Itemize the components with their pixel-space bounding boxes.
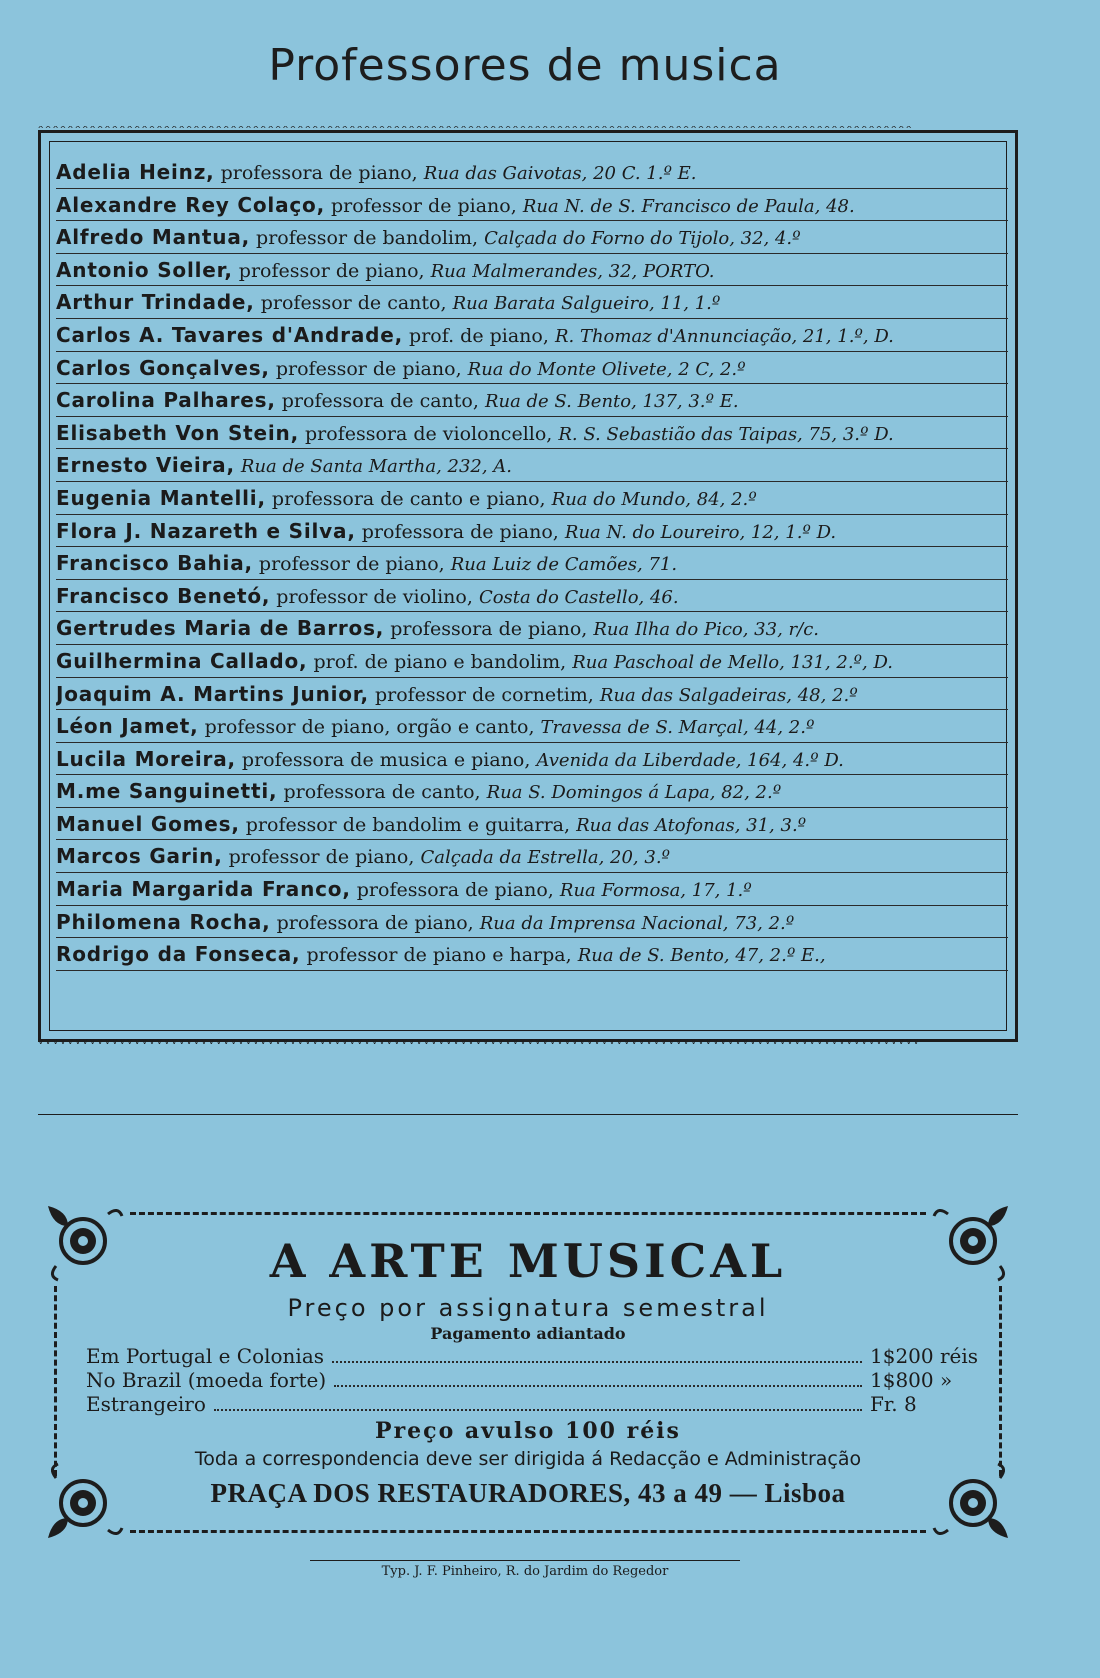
teacher-profession: professor de piano,	[232, 259, 431, 282]
list-bottom-ornament: vvvvvvvvvvvvvvvvvvvvvvvvvvvvvvvvvvvvvvvvvvvvvvvvvvvvvvvvvvvvvvvvvvvvvvvvvvvvvvvvvvvvvvvvvvvvvvvvvvvvvvvvvvvvvvvvvvvvvvv	[38, 1038, 921, 1046]
list-item	[56, 547, 1008, 580]
teacher-name: Carolina Palhares,	[56, 388, 276, 413]
teacher-address: Travessa de S. Marçal, 44, 2.º	[540, 717, 815, 739]
dot-leader	[332, 1347, 862, 1363]
section-divider	[38, 1114, 1018, 1115]
list-item	[56, 254, 1008, 287]
single-issue-price: Preço avulso 100 réis	[375, 1418, 681, 1444]
teacher-name: Flora J. Nazareth e Silva,	[56, 518, 356, 543]
teacher-address: Rua do Monte Olivete, 2 C, 2.º	[467, 358, 746, 380]
list-item	[56, 710, 1008, 743]
teacher-profession: professor de canto,	[254, 292, 453, 315]
price-value: 1$800 »	[870, 1368, 953, 1392]
list-item	[56, 189, 1008, 222]
teacher-profession: professor de piano,	[269, 357, 468, 380]
price-label: No Brazil (moeda forte)	[86, 1368, 327, 1392]
teacher-profession: professor de piano e harpa,	[300, 944, 578, 967]
list-item	[56, 417, 1008, 450]
list-item	[56, 840, 1008, 873]
price-value: 1$200 réis	[870, 1344, 979, 1368]
teacher-address: Rua das Gaivotas, 20 C. 1.º E.	[423, 163, 697, 184]
subscription-advert	[38, 1196, 1018, 1548]
price-row	[86, 1392, 988, 1416]
teacher-address: Rua Barata Salgueiro, 11, 1.º	[452, 293, 721, 315]
teacher-name: Alfredo Mantua,	[56, 225, 251, 250]
teacher-profession: professor de violino,	[270, 585, 479, 608]
advert-border-bottom	[130, 1530, 926, 1536]
teacher-profession: professora de piano,	[270, 911, 480, 934]
list-item	[56, 286, 1008, 319]
list-item	[56, 580, 1008, 613]
teacher-profession: professor de piano,	[222, 846, 421, 869]
teacher-name: Guilhermina Callado,	[56, 648, 308, 673]
teacher-profession: professora de canto,	[275, 390, 485, 413]
list-item	[56, 156, 1008, 189]
list-item	[56, 808, 1008, 841]
teacher-name: Elisabeth Von Stein,	[56, 420, 299, 445]
teacher-profession: professor de bandolim e guitarra,	[239, 813, 577, 836]
teacher-address: Rua Malmerandes, 32, PORTO.	[430, 260, 715, 282]
list-item	[56, 938, 1008, 971]
price-label: Estrangeiro	[86, 1392, 206, 1416]
price-row	[86, 1368, 988, 1392]
teacher-address: Rua Formosa, 17, 1.º	[559, 880, 752, 902]
teacher-name: Eugenia Mantelli,	[56, 485, 266, 510]
list-item	[56, 384, 1008, 417]
advert-title: A ARTE MUSICAL	[269, 1234, 787, 1288]
teacher-name: Lucila Moreira,	[56, 746, 236, 771]
teacher-name: Philomena Rocha,	[56, 909, 271, 934]
teacher-profession: professora de canto e piano,	[265, 487, 552, 510]
teacher-name: M.me Sanguinetti,	[56, 779, 278, 804]
correspondence-note: Toda a correspondencia deve ser dirigida á Redacção e Administração	[194, 1448, 862, 1470]
teacher-name: Gertrudes Maria de Barros,	[56, 616, 385, 641]
teacher-profession: professor de bandolim,	[250, 227, 485, 250]
list-item	[56, 645, 1008, 678]
teacher-profession: professor de piano,	[252, 553, 451, 576]
teacher-name: Carlos A. Tavares d'Andrade,	[56, 322, 404, 347]
page-title: Professores de musica	[268, 40, 782, 91]
teacher-address: Avenida da Liberdade, 164, 4.º D.	[536, 749, 844, 771]
list-item	[56, 221, 1008, 254]
teacher-name: Antonio Soller,	[56, 257, 233, 282]
teacher-name: Adelia Heinz,	[56, 160, 215, 184]
teacher-address: Rua Luiz de Camões, 71.	[450, 554, 678, 576]
teacher-name: Arthur Trindade,	[56, 290, 255, 315]
teacher-name: Joaquim A. Martins Junior,	[56, 681, 369, 706]
advert-border-top	[130, 1212, 926, 1218]
teacher-profession: prof. de piano,	[403, 324, 555, 347]
price-row	[86, 1344, 988, 1368]
teacher-address: Rua Paschoal de Mello, 131, 2.º, D.	[572, 651, 893, 673]
list-item	[56, 449, 1008, 482]
dot-leader	[334, 1371, 862, 1387]
printer-credit: Typ. J. F. Pinheiro, R. do Jardim do Regedor	[381, 1564, 669, 1579]
teacher-address: Rua Ilha do Pico, 33, r/c.	[593, 619, 820, 641]
list-item	[56, 482, 1008, 515]
teacher-address: Rua N. de S. Francisco de Paula, 48.	[522, 195, 855, 217]
teacher-address: Rua de Santa Martha, 232, A.	[240, 456, 513, 478]
teacher-address: R. S. Sebastião das Taipas, 75, 3.º D.	[558, 423, 894, 445]
teacher-profession: professor de piano,	[324, 194, 523, 217]
dot-leader	[214, 1395, 862, 1411]
list-item	[56, 743, 1008, 776]
teacher-name: Carlos Gonçalves,	[56, 355, 270, 380]
list-top-ornament: ^^^^^^^^^^^^^^^^^^^^^^^^^^^^^^^^^^^^^^^^^^^^^^^^^^^^^^^^^^^^^^^^^^^^^^^^^^^^^^^^^^^^^^^^^^^^^^^^^^^^^^^^^^^^^^^^^^^^^^	[38, 126, 914, 134]
teacher-address: Costa do Castello, 46.	[478, 586, 679, 608]
teacher-profession: professor de piano, orgão e canto,	[198, 716, 541, 739]
teacher-profession: professor de cornetim,	[368, 683, 600, 706]
list-item	[56, 319, 1008, 352]
list-item	[56, 515, 1008, 548]
printer-divider	[310, 1560, 740, 1561]
list-item	[56, 906, 1008, 939]
teacher-address: Calçada da Estrella, 20, 3.º	[420, 847, 671, 869]
teacher-name: Ernesto Vieira,	[56, 453, 235, 478]
teacher-name: Maria Margarida Franco,	[56, 877, 351, 902]
teacher-name: Léon Jamet,	[56, 714, 199, 739]
teacher-address: Rua das Atofonas, 31, 3.º	[576, 814, 807, 836]
teacher-profession: professora de violoncello,	[298, 422, 559, 445]
advert-subtitle: Preço por assignatura semestral	[287, 1294, 769, 1322]
advert-payment-note: Pagamento adiantado	[430, 1324, 626, 1343]
teacher-address: Rua N. do Loureiro, 12, 1.º D.	[564, 521, 837, 543]
teacher-address: Calçada do Forno do Tijolo, 32, 4.º	[484, 228, 801, 250]
teacher-profession: prof. de piano e bandolim,	[307, 650, 573, 673]
list-item	[56, 775, 1008, 808]
teacher-name: Alexandre Rey Colaço,	[56, 192, 325, 217]
teacher-name: Rodrigo da Fonseca,	[56, 942, 301, 967]
list-item	[56, 873, 1008, 906]
teacher-name: Francisco Benetó,	[56, 583, 271, 608]
teacher-name: Marcos Garin,	[56, 844, 223, 869]
teacher-profession: professora de musica e piano,	[235, 748, 537, 771]
teacher-address: R. Thomaz d'Annunciação, 21, 1.º, D.	[554, 325, 894, 347]
teacher-address: Rua S. Domingos á Lapa, 82, 2.º	[486, 782, 782, 804]
teacher-profession: professora de piano,	[355, 520, 565, 543]
teacher-address: Rua do Mundo, 84, 2.º	[551, 488, 757, 510]
teacher-profession: professora de piano,	[214, 162, 424, 184]
teacher-profession: professora de canto,	[277, 781, 487, 804]
teacher-address: Rua da Imprensa Nacional, 73, 2.º	[479, 912, 795, 934]
teacher-name: Manuel Gomes,	[56, 811, 240, 836]
teacher-address: Rua de S. Bento, 137, 3.º E.	[484, 391, 739, 413]
publisher-address: PRAÇA DOS RESTAURADORES, 43 a 49 — Lisboa	[210, 1478, 846, 1508]
teacher-name: Francisco Bahia,	[56, 551, 253, 576]
teacher-list	[56, 156, 1008, 971]
list-item	[56, 612, 1008, 645]
price-value: Fr. 8	[870, 1392, 917, 1416]
price-label: Em Portugal e Colonias	[86, 1344, 325, 1368]
teacher-address: Rua de S. Bento, 47, 2.º E.,	[577, 945, 826, 967]
list-item	[56, 678, 1008, 711]
teacher-address: Rua das Salgadeiras, 48, 2.º	[599, 684, 858, 706]
list-item	[56, 352, 1008, 385]
teacher-profession: professora de piano,	[384, 618, 594, 641]
teacher-profession: professora de piano,	[350, 879, 560, 902]
price-table	[86, 1344, 988, 1416]
